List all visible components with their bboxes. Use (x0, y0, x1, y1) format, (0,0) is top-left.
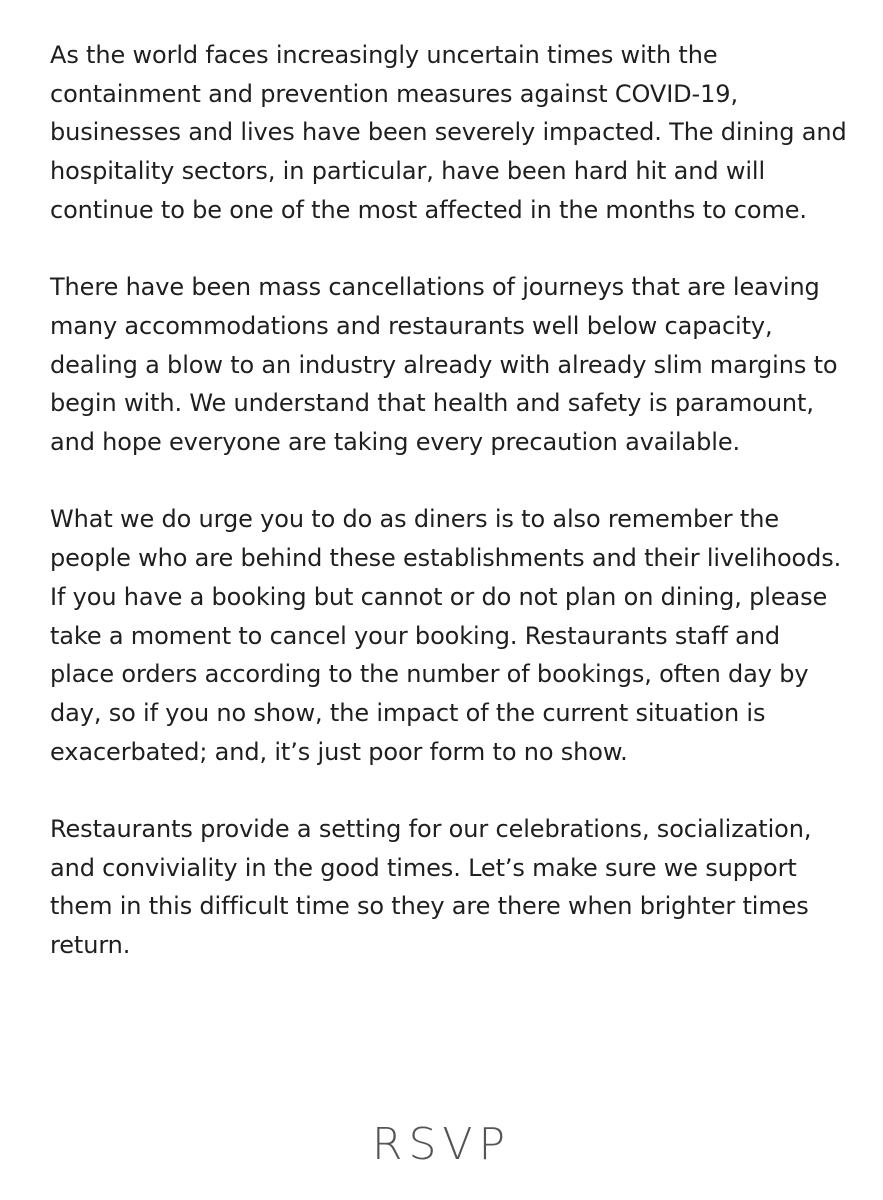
letter-body (50, 36, 850, 965)
paragraph-appeal: What we do urge you to do as diners is to also remember the people who are behind these establishments and their livelihoods. If you have a booking but cannot or do not plan on dining, please take a moment to cancel your booking. Restaurants staff and place orders according to the number of bookings, often day by day, so if you no show, the impact of the current situation is exacerbated; and, it’s just poor form to no show. (50, 505, 842, 766)
paragraph-intro: As the world faces increasingly uncertain times with the containment and prevention measures against COVID-19, businesses and lives have been severely impacted. The dining and hospitality sectors, in particular, have been hard hit and will continue to be one of the most affected in the months to come. (50, 41, 847, 224)
paragraph-closing: Restaurants provide a setting for our celebrations, socialization, and conviviality in the good times. Let’s make sure we support them in this difficult time so they are there when brighter times return. (50, 815, 812, 960)
paragraph-cancellations: There have been mass cancellations of journeys that are leaving many accommodations and restaurants well below capacity, dealing a blow to an industry already with already slim margins to begin with. We understand that health and safety is paramount, and hope everyone are taking every precaution available. (50, 273, 838, 457)
rsvp-signature-logo: RSVP (371, 1119, 512, 1170)
